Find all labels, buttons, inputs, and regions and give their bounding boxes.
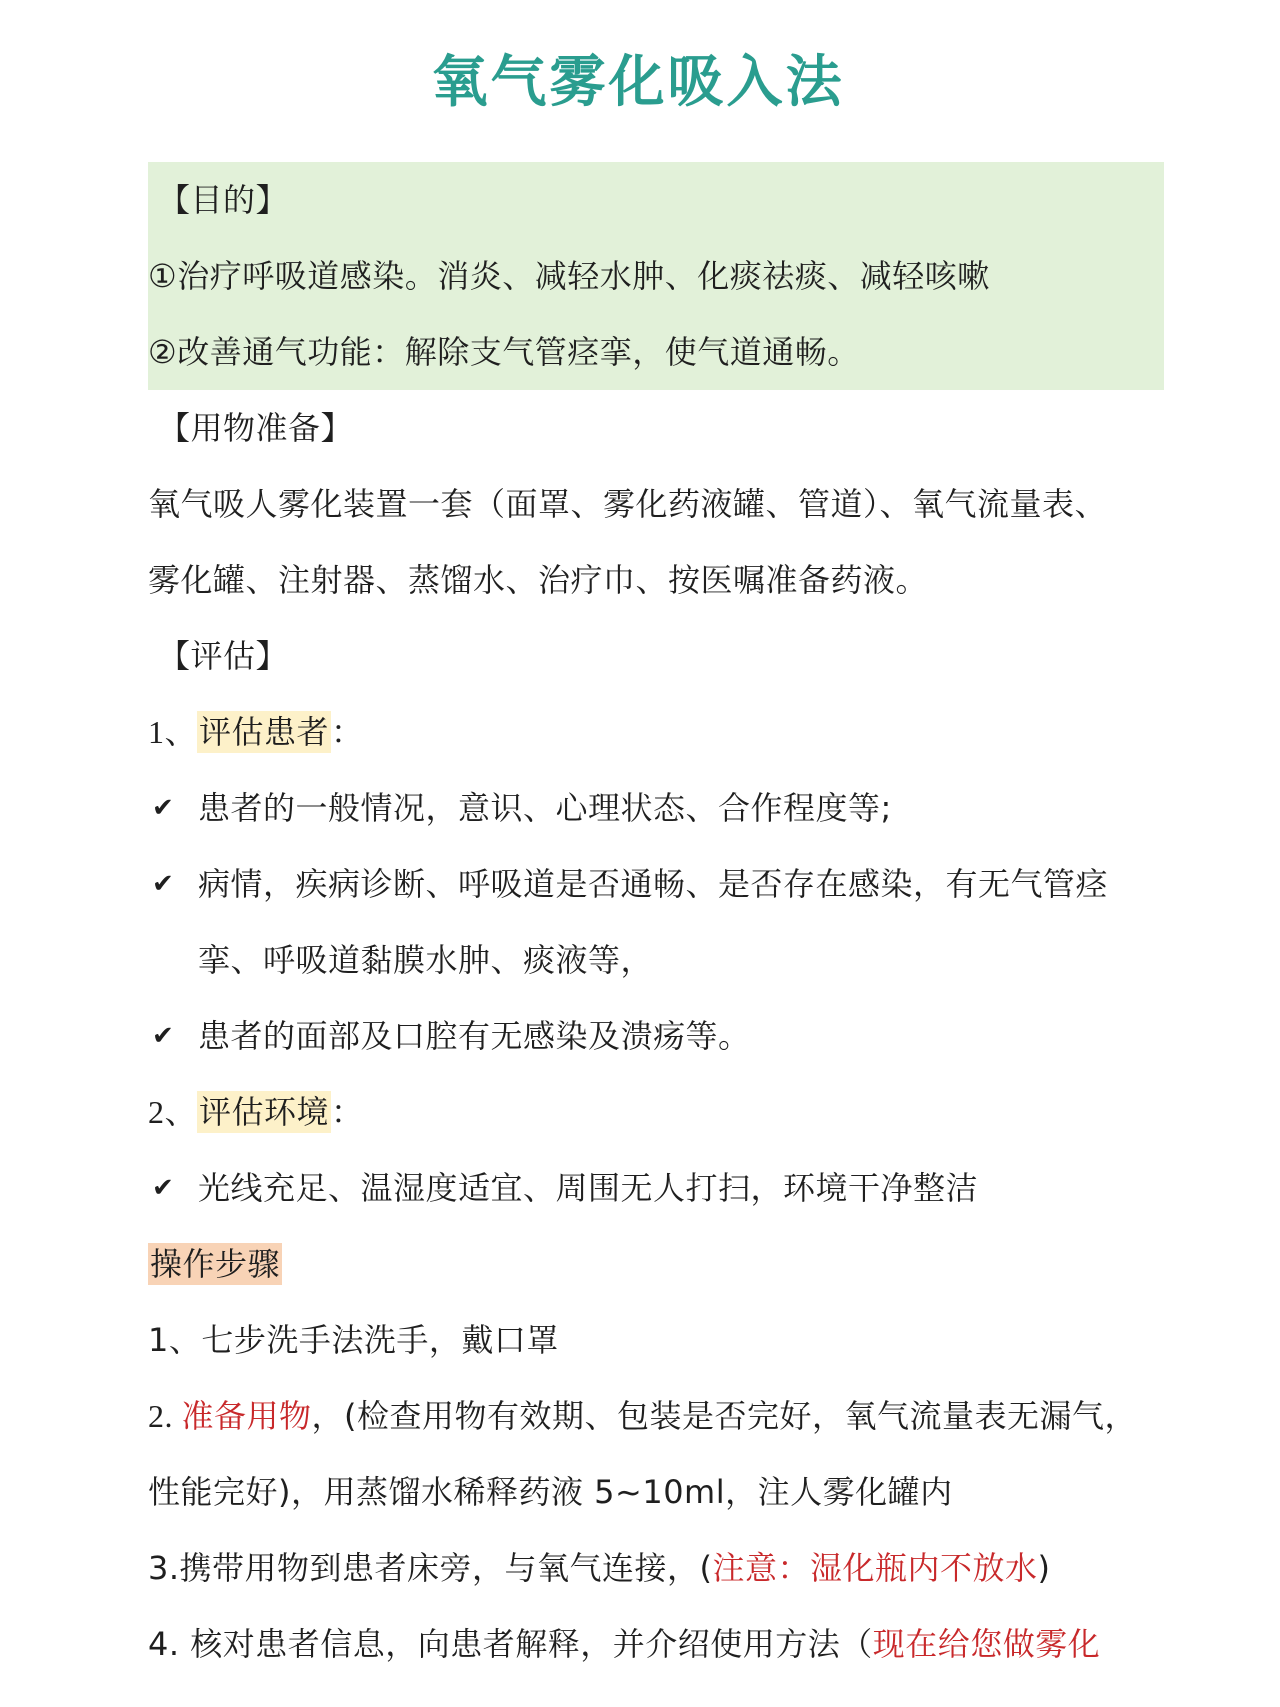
assess-env-suffix: ： <box>331 1093 364 1131</box>
step-4-highlight: 现在给您做雾化 <box>872 1625 1101 1663</box>
step-3-note: 注意：湿化瓶内不放水 <box>712 1549 1038 1587</box>
assessment-section <box>148 618 1164 1226</box>
assess-env-title <box>148 1074 1164 1150</box>
check-item <box>148 770 1164 846</box>
check-text: 患者的一般情况，意识、心理状态、合作程度等; <box>198 789 892 827</box>
assess-env-label: 评估环境 <box>199 1093 330 1131</box>
step-4 <box>148 1606 1164 1682</box>
materials-section <box>148 390 1164 618</box>
step-3-text: 3.携带用物到患者床旁，与氧气连接，( <box>148 1549 713 1587</box>
purpose-heading: 【目的】 <box>158 181 289 219</box>
assess-patient-prefix: 1、 <box>148 714 198 750</box>
step-4-text: 4. 核对患者信息，向患者解释，并介绍使用方法（ <box>148 1625 873 1663</box>
step-2 <box>148 1378 1164 1454</box>
check-text: 患者的面部及口腔有无感染及溃疡等。 <box>198 1017 751 1055</box>
assess-patient-suffix: ： <box>331 713 364 751</box>
materials-line-1: 氧气吸人雾化装置一套（面罩、雾化药液罐、管道）、氧气流量表、 <box>148 485 1108 523</box>
check-text: 病情，疾病诊断、呼吸道是否通畅、是否存在感染，有无气管痉 <box>198 865 1109 903</box>
step-2-highlight: 准备用物 <box>181 1397 312 1435</box>
page-title: 氧气雾化吸入法 <box>431 50 845 115</box>
materials-heading: 【用物准备】 <box>158 409 354 447</box>
check-item <box>148 998 1164 1074</box>
check-icon: ✔ <box>152 1173 174 1203</box>
check-item <box>148 846 1164 998</box>
step-2-text: ，(检查用物有效期、包装是否完好，氧气流量表无漏气， <box>311 1397 1138 1435</box>
materials-line-2: 雾化罐、注射器、蒸馏水、治疗巾、按医嘱准备药液。 <box>148 561 929 599</box>
check-text-continued: 挛、呼吸道黏膜水肿、痰液等， <box>198 941 654 979</box>
check-icon: ✔ <box>152 1021 174 1051</box>
purpose-item-1: ①治疗呼吸道感染。消炎、减轻水肿、化痰祛痰、减轻咳嗽 <box>148 257 990 295</box>
purpose-item-2: ②改善通气功能：解除支气管痉挛，使气道通畅。 <box>148 333 860 371</box>
assess-patient-label: 评估患者 <box>199 713 330 751</box>
check-text: 光线充足、温湿度适宜、周围无人打扫，环境干净整洁 <box>198 1169 979 1207</box>
assessment-heading: 【评估】 <box>158 637 289 675</box>
steps-section <box>148 1226 1164 1682</box>
steps-heading-line <box>148 1226 1164 1302</box>
step-2-prefix: 2. <box>148 1398 182 1434</box>
check-icon: ✔ <box>152 869 174 899</box>
steps-heading: 操作步骤 <box>150 1245 281 1283</box>
assess-env-prefix: 2、 <box>148 1094 198 1130</box>
step-3-suffix: ) <box>1037 1549 1051 1587</box>
check-item <box>148 1150 1164 1226</box>
assess-patient-title <box>148 694 1164 770</box>
document-page <box>148 0 1164 1682</box>
purpose-section <box>148 162 1164 390</box>
step-3 <box>148 1530 1164 1606</box>
check-icon: ✔ <box>152 793 174 823</box>
step-1: 1、七步洗手法洗手，戴口罩 <box>148 1321 559 1359</box>
step-2-line-2: 性能完好)，用蒸馏水稀释药液 5~10ml，注人雾化罐内 <box>148 1473 953 1511</box>
